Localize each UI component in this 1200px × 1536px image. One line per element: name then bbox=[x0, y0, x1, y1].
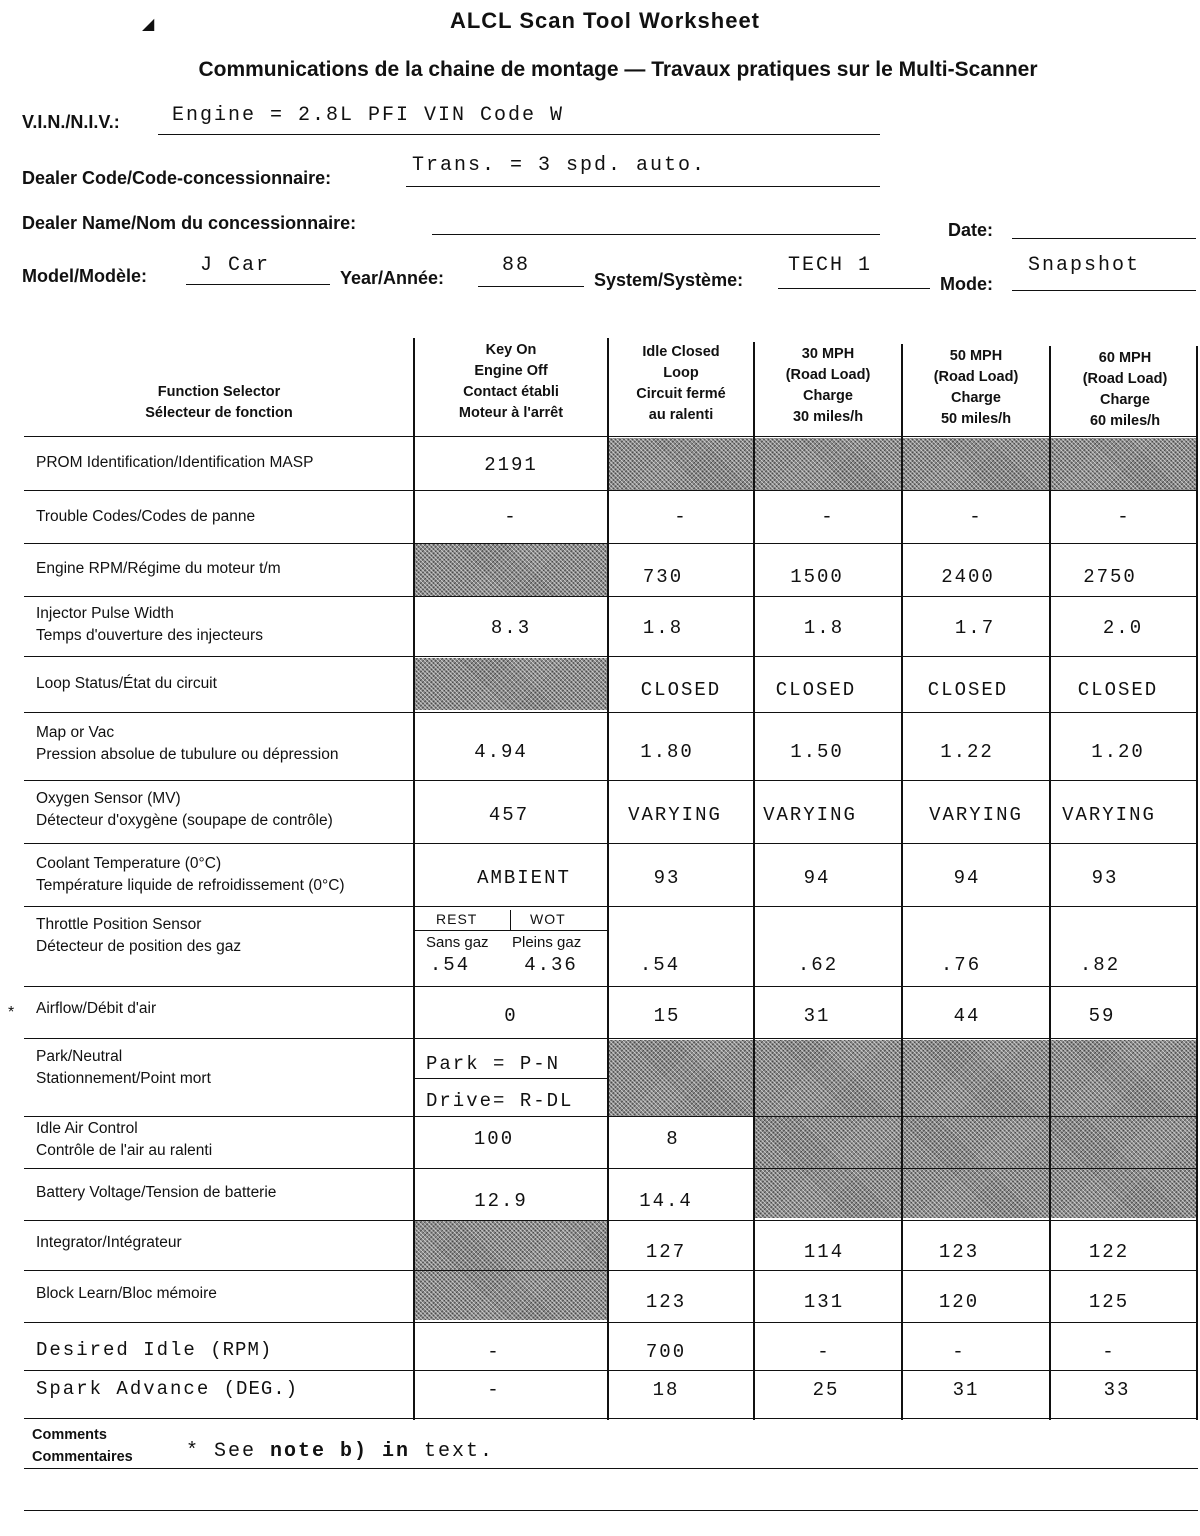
grid-hline bbox=[24, 1220, 1198, 1221]
map-50mph: 1.22 bbox=[940, 741, 994, 763]
header-key-on: Key On Engine Off Contact établi Moteur à l'arrêt bbox=[458, 342, 564, 421]
shade-loop-keyon bbox=[414, 658, 608, 710]
dealer-code-label: Dealer Code/Code-concessionnaire: bbox=[22, 168, 332, 188]
iac-idle: 8 bbox=[666, 1128, 680, 1150]
codes-idle: - bbox=[674, 506, 688, 528]
spark-keyon: - bbox=[487, 1379, 501, 1401]
comments-text: * See note b) in text. bbox=[186, 1440, 495, 1463]
rpm-30mph: 1500 bbox=[790, 566, 844, 588]
park-subline bbox=[414, 1078, 608, 1079]
desired-idle-60mph: - bbox=[1102, 1341, 1116, 1363]
throttle-30mph: .62 bbox=[797, 954, 839, 976]
year-label: Year/Année: bbox=[340, 268, 445, 288]
integrator-50mph: 123 bbox=[938, 1241, 980, 1263]
blm-50mph: 120 bbox=[938, 1291, 980, 1313]
system-underline bbox=[778, 288, 930, 289]
throttle-subdivider bbox=[510, 910, 511, 930]
map-keyon: 4.94 bbox=[474, 741, 528, 763]
throttle-subline bbox=[414, 930, 608, 931]
oxygen-30mph: VARYING bbox=[763, 804, 857, 826]
page-title: ALCL Scan Tool Worksheet bbox=[449, 8, 761, 33]
desired-idle-label: Desired Idle (RPM) bbox=[36, 1339, 273, 1361]
vin-underline bbox=[158, 134, 880, 135]
system-label: System/Système: bbox=[594, 270, 744, 290]
grid-hline bbox=[24, 490, 1198, 491]
corner-mark-icon: ◢ bbox=[142, 16, 155, 33]
iac-keyon: 100 bbox=[473, 1128, 515, 1150]
integrator-30mph: 114 bbox=[803, 1241, 845, 1263]
airflow-idle: 15 bbox=[653, 1005, 681, 1027]
grid-hline bbox=[24, 1418, 1198, 1419]
blm-idle: 123 bbox=[645, 1291, 687, 1313]
grid-hline bbox=[24, 1370, 1198, 1371]
year-underline bbox=[478, 286, 584, 287]
injector-label: Injector Pulse Width Temps d'ouverture des injecteurs bbox=[36, 605, 263, 644]
rpm-idle: 730 bbox=[642, 566, 684, 588]
oxygen-keyon: 457 bbox=[488, 804, 530, 826]
page-subtitle: Communications de la chaine de montage — Travaux pratiques sur le Multi-Scanner bbox=[198, 58, 1038, 81]
spark-60mph: 33 bbox=[1103, 1379, 1131, 1401]
desired-idle-keyon: - bbox=[487, 1341, 501, 1363]
desired-idle-idle: 700 bbox=[645, 1341, 687, 1363]
model-label: Model/Modèle: bbox=[22, 266, 147, 286]
shade-prom-row bbox=[608, 438, 1198, 490]
spark-30mph: 25 bbox=[812, 1379, 840, 1401]
airflow-50mph: 44 bbox=[953, 1005, 981, 1027]
map-label: Map or Vac Pression absolue de tubulure ou dépression bbox=[36, 724, 339, 763]
dealer-name-label: Dealer Name/Nom du concessionnaire: bbox=[22, 213, 357, 233]
integrator-60mph: 122 bbox=[1088, 1241, 1130, 1263]
throttle-rest-label: REST bbox=[436, 911, 478, 927]
airflow-keyon: 0 bbox=[504, 1005, 518, 1027]
park-value: Park = P-N bbox=[426, 1053, 561, 1075]
park-neutral-label: Park/Neutral Stationnement/Point mort bbox=[36, 1048, 211, 1087]
shade-park-row bbox=[608, 1040, 1198, 1116]
spark-advance-label: Spark Advance (DEG.) bbox=[36, 1378, 299, 1400]
loop-30mph: CLOSED bbox=[775, 679, 857, 701]
header-30mph: 30 MPH (Road Load) Charge 30 miles/h bbox=[785, 346, 871, 425]
vin-value[interactable]: Engine = 2.8L PFI VIN Code W bbox=[172, 104, 565, 127]
coolant-keyon: AMBIENT bbox=[477, 867, 571, 889]
mode-value[interactable]: Snapshot bbox=[1028, 254, 1141, 277]
injector-idle: 1.8 bbox=[642, 617, 684, 639]
airflow-asterisk: * bbox=[8, 1004, 15, 1021]
date-underline bbox=[1012, 238, 1196, 239]
oxygen-60mph: VARYING bbox=[1062, 804, 1156, 826]
airflow-30mph: 31 bbox=[803, 1005, 831, 1027]
grid-hline bbox=[24, 543, 1198, 544]
model-value[interactable]: J Car bbox=[200, 254, 271, 277]
oxygen-50mph: VARYING bbox=[929, 804, 1023, 826]
spark-idle: 18 bbox=[652, 1379, 680, 1401]
oxygen-idle: VARYING bbox=[628, 804, 722, 826]
codes-50mph: - bbox=[969, 506, 983, 528]
integrator-idle: 127 bbox=[645, 1241, 687, 1263]
rpm-60mph: 2750 bbox=[1083, 566, 1137, 588]
date-label: Date: bbox=[948, 220, 994, 240]
injector-keyon: 8.3 bbox=[490, 617, 532, 639]
throttle-50mph: .76 bbox=[940, 954, 982, 976]
grid-hline bbox=[24, 843, 1198, 844]
loop-60mph: CLOSED bbox=[1077, 679, 1159, 701]
rpm-50mph: 2400 bbox=[941, 566, 995, 588]
iac-label: Idle Air Control Contrôle de l'air au ralenti bbox=[36, 1120, 213, 1159]
system-value[interactable]: TECH 1 bbox=[788, 254, 873, 277]
throttle-wot-value: 4.36 bbox=[524, 954, 578, 976]
grid-hline bbox=[24, 1116, 1198, 1117]
header-50mph: 50 MPH (Road Load) Charge 50 miles/h bbox=[933, 348, 1019, 427]
grid-hline bbox=[24, 712, 1198, 713]
blm-30mph: 131 bbox=[803, 1291, 845, 1313]
desired-idle-50mph: - bbox=[952, 1341, 966, 1363]
block-learn-label: Block Learn/Bloc mémoire bbox=[36, 1285, 217, 1302]
throttle-label: Throttle Position Sensor Détecteur de position des gaz bbox=[36, 916, 242, 955]
dealer-code-underline bbox=[406, 186, 880, 187]
dealer-code-value[interactable]: Trans. = 3 spd. auto. bbox=[412, 154, 707, 177]
grid-hline bbox=[24, 1322, 1198, 1323]
battery-idle: 14.4 bbox=[639, 1190, 693, 1212]
loop-50mph: CLOSED bbox=[927, 679, 1009, 701]
map-60mph: 1.20 bbox=[1091, 741, 1145, 763]
throttle-idle: .54 bbox=[639, 954, 681, 976]
grid-hline bbox=[24, 780, 1198, 781]
header-60mph: 60 MPH (Road Load) Charge 60 miles/h bbox=[1082, 350, 1168, 429]
rpm-label: Engine RPM/Régime du moteur t/m bbox=[36, 560, 281, 577]
codes-60mph: - bbox=[1117, 506, 1131, 528]
throttle-rest-value: .54 bbox=[429, 954, 471, 976]
mode-underline bbox=[1012, 290, 1196, 291]
grid-hline bbox=[24, 986, 1198, 987]
loop-idle: CLOSED bbox=[640, 679, 722, 701]
trouble-codes-label: Trouble Codes/Codes de panne bbox=[36, 508, 256, 525]
battery-keyon: 12.9 bbox=[474, 1190, 528, 1212]
throttle-pleins-gaz: Pleins gaz bbox=[512, 934, 582, 951]
codes-keyon: - bbox=[504, 506, 518, 528]
vin-label: V.I.N./N.I.V.: bbox=[22, 112, 120, 132]
grid-hline bbox=[24, 436, 1198, 437]
comment-line bbox=[24, 1468, 1198, 1469]
grid-hline bbox=[24, 1270, 1198, 1271]
integrator-label: Integrator/Intégrateur bbox=[36, 1234, 182, 1251]
codes-30mph: - bbox=[821, 506, 835, 528]
coolant-50mph: 94 bbox=[953, 867, 981, 889]
header-idle: Idle Closed Loop Circuit fermé au ralenti bbox=[636, 344, 726, 423]
model-underline bbox=[186, 284, 330, 285]
throttle-sans-gaz: Sans gaz bbox=[426, 934, 489, 951]
prom-keyon: 2191 bbox=[484, 454, 538, 476]
map-idle: 1.80 bbox=[640, 741, 694, 763]
shade-iac-battery bbox=[754, 1116, 1198, 1218]
shade-rpm-keyon bbox=[414, 544, 608, 596]
injector-60mph: 2.0 bbox=[1102, 617, 1144, 639]
prom-label: PROM Identification/Identification MASP bbox=[36, 454, 314, 471]
throttle-60mph: .82 bbox=[1079, 954, 1121, 976]
coolant-idle: 93 bbox=[653, 867, 681, 889]
injector-30mph: 1.8 bbox=[803, 617, 845, 639]
injector-50mph: 1.7 bbox=[954, 617, 996, 639]
year-value[interactable]: 88 bbox=[502, 254, 531, 277]
coolant-label: Coolant Temperature (0°C) Température liquide de refroidissement (0°C) bbox=[36, 855, 345, 894]
coolant-60mph: 93 bbox=[1091, 867, 1119, 889]
comment-line bbox=[24, 1510, 1198, 1511]
mode-label: Mode: bbox=[940, 274, 993, 294]
grid-hline bbox=[24, 656, 1198, 657]
coolant-30mph: 94 bbox=[803, 867, 831, 889]
drive-value: Drive= R-DL bbox=[426, 1090, 574, 1112]
dealer-name-underline bbox=[432, 234, 880, 235]
throttle-wot-label: WOT bbox=[530, 911, 566, 927]
airflow-60mph: 59 bbox=[1088, 1005, 1116, 1027]
battery-label: Battery Voltage/Tension de batterie bbox=[36, 1184, 277, 1201]
desired-idle-30mph: - bbox=[817, 1341, 831, 1363]
blm-60mph: 125 bbox=[1088, 1291, 1130, 1313]
oxygen-label: Oxygen Sensor (MV) Détecteur d'oxygène (soupape de contrôle) bbox=[36, 790, 333, 829]
comments-label: Comments Commentaires bbox=[32, 1427, 133, 1465]
grid-hline bbox=[24, 906, 1198, 907]
map-30mph: 1.50 bbox=[790, 741, 844, 763]
grid-hline bbox=[24, 1168, 1198, 1169]
loop-label: Loop Status/État du circuit bbox=[36, 675, 217, 692]
grid-hline bbox=[24, 1038, 1198, 1039]
spark-50mph: 31 bbox=[952, 1379, 980, 1401]
header-function-selector: Function Selector Sélecteur de fonction bbox=[145, 384, 293, 421]
grid-hline bbox=[24, 596, 1198, 597]
airflow-label: Airflow/Débit d'air bbox=[36, 1000, 157, 1017]
